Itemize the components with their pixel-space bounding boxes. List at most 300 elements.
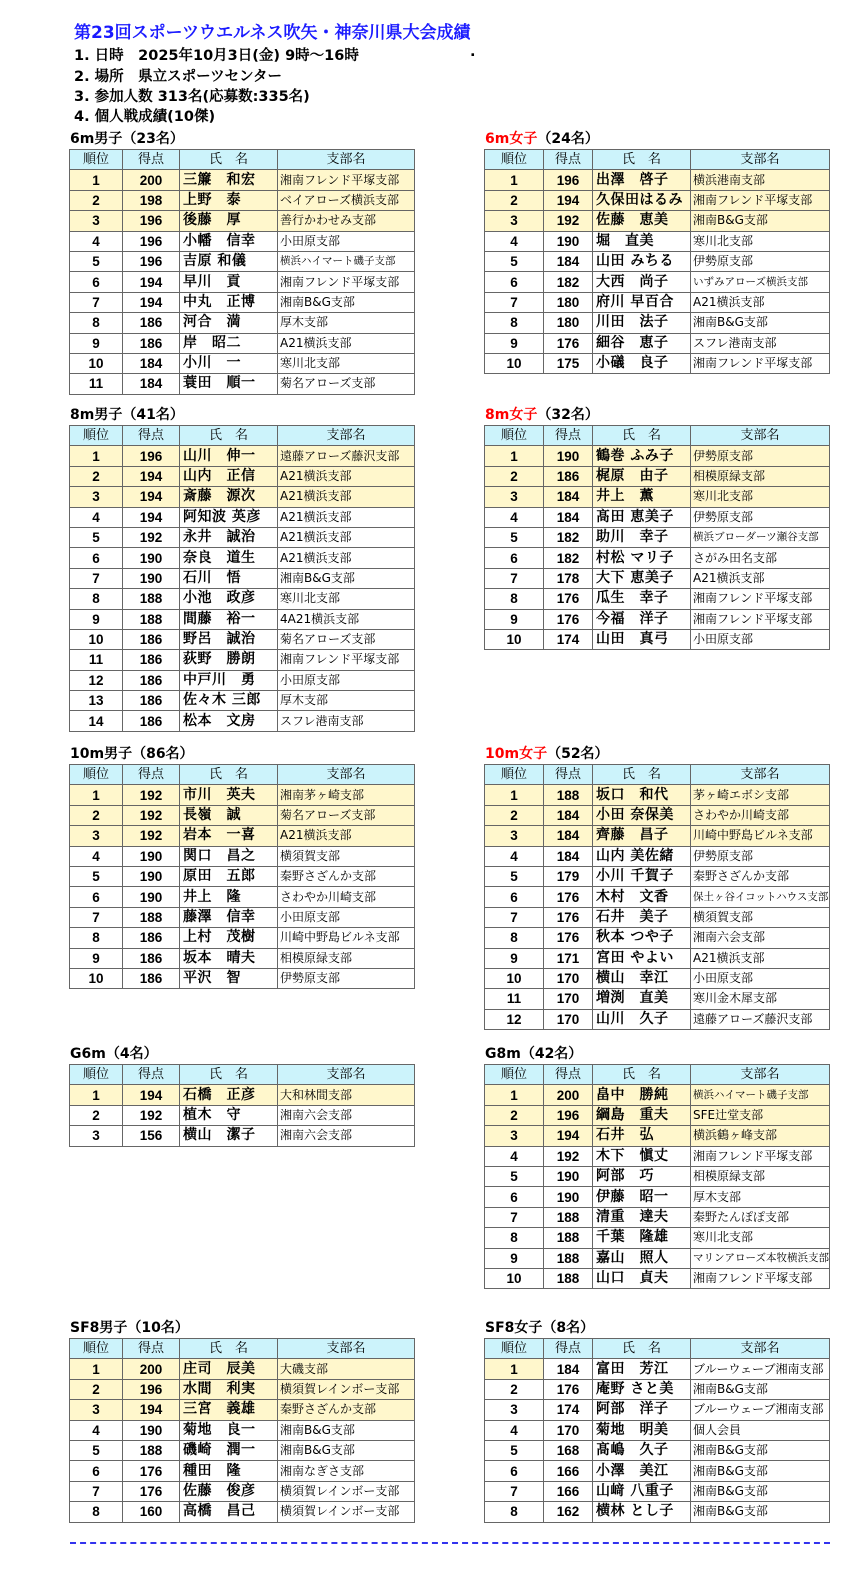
table-row xyxy=(70,527,415,547)
cell-name: 川田 法子 xyxy=(593,313,691,333)
cell-score: 156 xyxy=(123,1126,180,1146)
cell-name: 細谷 恵子 xyxy=(593,333,691,353)
column-header-name: 氏 名 xyxy=(593,1339,691,1359)
cell-branch: 伊勢原支部 xyxy=(691,251,830,271)
cell-rank: 12 xyxy=(70,670,123,690)
table-row xyxy=(70,1502,415,1522)
cell-name: 清重 達夫 xyxy=(593,1207,691,1227)
cell-score: 198 xyxy=(123,190,180,210)
section-title-category: SF8男子 xyxy=(70,1320,128,1336)
cell-name: 助川 幸子 xyxy=(593,527,691,547)
section-title-category: 6m男子 xyxy=(70,131,123,147)
column-header-name: 氏 名 xyxy=(180,1339,278,1359)
cell-name: 菊地 良一 xyxy=(180,1420,278,1440)
cell-rank: 2 xyxy=(485,1379,544,1399)
table-row xyxy=(70,1126,415,1146)
table-row xyxy=(70,333,415,353)
results-table xyxy=(69,1064,415,1147)
section-sf8-women xyxy=(484,1319,830,1523)
cell-score: 166 xyxy=(544,1461,593,1481)
section-title-count: （10名） xyxy=(127,1320,189,1336)
cell-rank: 6 xyxy=(485,272,544,292)
cell-branch: 4A21横浜支部 xyxy=(278,609,415,629)
cell-branch: 小田原支部 xyxy=(278,231,415,251)
cell-name: 中丸 正博 xyxy=(180,292,278,312)
column-header-score: 得点 xyxy=(123,150,180,170)
table-row xyxy=(70,353,415,373)
results-table xyxy=(69,1338,415,1523)
cell-rank: 5 xyxy=(70,527,123,547)
cell-name: 大下 恵美子 xyxy=(593,568,691,588)
column-header-branch: 支部名 xyxy=(691,1339,830,1359)
info-date-text: 1. 日時 2025年10月3日(金) 9時～16時 xyxy=(74,48,359,64)
cell-rank: 6 xyxy=(485,548,544,568)
table-row xyxy=(485,629,830,649)
cell-branch: 厚木支部 xyxy=(278,313,415,333)
table-row xyxy=(70,1359,415,1379)
table-header-row xyxy=(485,150,830,170)
section-title-category: G6m xyxy=(70,1046,106,1062)
table-row xyxy=(70,446,415,466)
cell-name: 横山 幸江 xyxy=(593,968,691,988)
results-table xyxy=(69,149,415,395)
table-row xyxy=(485,1207,830,1227)
cell-score: 196 xyxy=(123,231,180,251)
section-title xyxy=(69,745,415,764)
cell-rank: 1 xyxy=(70,1359,123,1379)
info-venue: 2. 場所 県立スポーツセンター xyxy=(74,69,282,85)
cell-name: 小田 奈保美 xyxy=(593,805,691,825)
cell-branch: A21横浜支部 xyxy=(278,826,415,846)
cell-branch: 湘南フレンド平塚支部 xyxy=(691,589,830,609)
cell-branch: 秦野たんぽぽ支部 xyxy=(691,1207,830,1227)
cell-rank: 5 xyxy=(485,1440,544,1460)
cell-name: 種田 隆 xyxy=(180,1461,278,1481)
table-row xyxy=(485,948,830,968)
cell-rank: 7 xyxy=(70,292,123,312)
cell-rank: 1 xyxy=(70,785,123,805)
table-row xyxy=(70,1400,415,1420)
table-row xyxy=(485,1085,830,1105)
cell-score: 192 xyxy=(544,1146,593,1166)
section-title xyxy=(484,130,830,149)
cell-score: 200 xyxy=(123,1359,180,1379)
table-row xyxy=(485,1187,830,1207)
cell-score: 184 xyxy=(544,1359,593,1379)
cell-rank: 4 xyxy=(70,1420,123,1440)
cell-name: 梶原 由子 xyxy=(593,466,691,486)
table-row xyxy=(485,548,830,568)
cell-name: 原田 五郎 xyxy=(180,866,278,886)
column-header-branch: 支部名 xyxy=(691,426,830,446)
table-row xyxy=(485,989,830,1009)
table-row xyxy=(485,1461,830,1481)
cell-rank: 10 xyxy=(485,353,544,373)
cell-name: 高橋 昌己 xyxy=(180,1502,278,1522)
cell-score: 200 xyxy=(544,1085,593,1105)
section-title-count: （23名） xyxy=(122,131,184,147)
table-row xyxy=(70,190,415,210)
table-row xyxy=(70,1461,415,1481)
cell-name: 植木 守 xyxy=(180,1105,278,1125)
cell-rank: 3 xyxy=(70,1126,123,1146)
info-participants: 3. 参加人数 313名(応募数:335名) xyxy=(74,89,310,105)
column-header-rank: 順位 xyxy=(70,150,123,170)
table-row xyxy=(485,487,830,507)
table-row xyxy=(485,1379,830,1399)
table-row xyxy=(485,251,830,271)
cell-branch: 湘南B&G支部 xyxy=(691,1461,830,1481)
section-title xyxy=(484,1319,830,1338)
cell-branch: 保土ヶ谷イコットハウス支部 xyxy=(691,887,830,907)
cell-rank: 7 xyxy=(70,568,123,588)
section-title xyxy=(69,406,415,425)
cell-branch: 遠藤アローズ藤沢支部 xyxy=(691,1009,830,1029)
table-header-row xyxy=(70,1065,415,1085)
cell-branch: 遠藤アローズ藤沢支部 xyxy=(278,446,415,466)
cell-rank: 8 xyxy=(70,589,123,609)
cell-name: 横山 潔子 xyxy=(180,1126,278,1146)
cell-rank: 4 xyxy=(485,1146,544,1166)
column-header-branch: 支部名 xyxy=(278,150,415,170)
cell-score: 182 xyxy=(544,548,593,568)
cell-branch: 秦野さざんか支部 xyxy=(278,866,415,886)
cell-branch: 湘南B&G支部 xyxy=(691,1502,830,1522)
cell-score: 166 xyxy=(544,1481,593,1501)
table-row xyxy=(70,507,415,527)
table-row xyxy=(70,231,415,251)
section-title xyxy=(484,1045,830,1064)
cell-name: 松本 文房 xyxy=(180,711,278,731)
section-8m-women xyxy=(484,406,830,650)
table-row xyxy=(485,846,830,866)
table-row xyxy=(70,313,415,333)
cell-name: 宮田 やよい xyxy=(593,948,691,968)
cell-branch: 秦野さざんか支部 xyxy=(691,866,830,886)
cell-score: 176 xyxy=(544,589,593,609)
table-row xyxy=(485,527,830,547)
cell-rank: 7 xyxy=(485,292,544,312)
section-8m-men xyxy=(69,406,415,732)
cell-branch: 茅ヶ崎エボシ支部 xyxy=(691,785,830,805)
cell-rank: 2 xyxy=(485,190,544,210)
cell-rank: 5 xyxy=(485,1166,544,1186)
cell-name: 平沢 智 xyxy=(180,968,278,988)
cell-branch: 菊名アローズ支部 xyxy=(278,805,415,825)
cell-rank: 4 xyxy=(485,846,544,866)
cell-branch: 湘南B&G支部 xyxy=(278,292,415,312)
column-header-branch: 支部名 xyxy=(278,1065,415,1085)
table-row xyxy=(70,711,415,731)
cell-score: 184 xyxy=(544,826,593,846)
cell-name: 阿部 洋子 xyxy=(593,1400,691,1420)
cell-name: 富田 芳江 xyxy=(593,1359,691,1379)
cell-branch: 寒川北支部 xyxy=(691,1228,830,1248)
cell-name: 横林 とし子 xyxy=(593,1502,691,1522)
column-header-rank: 順位 xyxy=(485,1065,544,1085)
cell-branch: 横浜ハイマート磯子支部 xyxy=(691,1085,830,1105)
cell-rank: 5 xyxy=(485,866,544,886)
cell-rank: 4 xyxy=(485,1420,544,1440)
cell-branch: 湘南B&G支部 xyxy=(691,211,830,231)
table-row xyxy=(485,1502,830,1522)
cell-name: 永井 誠治 xyxy=(180,527,278,547)
column-header-name: 氏 名 xyxy=(593,765,691,785)
cell-branch: いずみアローズ横浜支部 xyxy=(691,272,830,292)
cell-name: 山内 正信 xyxy=(180,466,278,486)
table-row xyxy=(485,785,830,805)
table-row xyxy=(70,866,415,886)
results-table xyxy=(484,149,830,374)
cell-rank: 6 xyxy=(485,1187,544,1207)
cell-branch: 小田原支部 xyxy=(691,968,830,988)
table-header-row xyxy=(70,765,415,785)
column-header-branch: 支部名 xyxy=(691,150,830,170)
cell-rank: 10 xyxy=(70,629,123,649)
cell-name: 藤澤 信幸 xyxy=(180,907,278,927)
cell-name: 三宮 義雄 xyxy=(180,1400,278,1420)
cell-name: 秋本 つや子 xyxy=(593,928,691,948)
cell-branch: 寒川北支部 xyxy=(278,353,415,373)
cell-branch: 大磯支部 xyxy=(278,1359,415,1379)
table-row xyxy=(70,272,415,292)
cell-name: 堀 直美 xyxy=(593,231,691,251)
cell-name: 上村 茂樹 xyxy=(180,928,278,948)
cell-score: 170 xyxy=(544,989,593,1009)
cell-branch: 小田原支部 xyxy=(691,629,830,649)
cell-name: 木村 文香 xyxy=(593,887,691,907)
cell-score: 184 xyxy=(123,374,180,394)
table-row xyxy=(485,211,830,231)
column-header-branch: 支部名 xyxy=(278,1339,415,1359)
cell-name: 佐藤 俊彦 xyxy=(180,1481,278,1501)
cell-score: 186 xyxy=(123,313,180,333)
cell-branch: A21横浜支部 xyxy=(278,466,415,486)
cell-name: 荻野 勝朗 xyxy=(180,650,278,670)
cell-score: 186 xyxy=(123,650,180,670)
cell-rank: 7 xyxy=(70,907,123,927)
cell-score: 176 xyxy=(123,1461,180,1481)
cell-name: 石井 弘 xyxy=(593,1126,691,1146)
column-header-score: 得点 xyxy=(123,1339,180,1359)
cell-rank: 3 xyxy=(485,1126,544,1146)
cell-branch: さがみ田名支部 xyxy=(691,548,830,568)
cell-rank: 7 xyxy=(485,1481,544,1501)
cell-score: 194 xyxy=(544,190,593,210)
cell-score: 176 xyxy=(544,333,593,353)
section-title xyxy=(69,1319,415,1338)
section-title-count: （86名） xyxy=(132,746,194,762)
cell-rank: 8 xyxy=(485,928,544,948)
table-row xyxy=(70,170,415,190)
cell-score: 190 xyxy=(123,866,180,886)
cell-branch: 湘南フレンド平塚支部 xyxy=(278,650,415,670)
cell-name: 木下 愼丈 xyxy=(593,1146,691,1166)
table-row xyxy=(485,190,830,210)
cell-rank: 9 xyxy=(70,609,123,629)
section-sf8-men xyxy=(69,1319,415,1523)
table-row xyxy=(485,1228,830,1248)
cell-name: 中戸川 勇 xyxy=(180,670,278,690)
cell-branch: 小田原支部 xyxy=(278,670,415,690)
column-header-rank: 順位 xyxy=(70,765,123,785)
cell-branch: 湘南フレンド平塚支部 xyxy=(691,1146,830,1166)
cell-branch: 横浜ハイマート磯子支部 xyxy=(278,251,415,271)
table-row xyxy=(485,292,830,312)
table-row xyxy=(485,1248,830,1268)
cell-name: 石橋 正彦 xyxy=(180,1085,278,1105)
cell-rank: 4 xyxy=(70,231,123,251)
cell-score: 182 xyxy=(544,272,593,292)
cell-score: 196 xyxy=(544,170,593,190)
cell-score: 170 xyxy=(544,968,593,988)
table-row xyxy=(70,1379,415,1399)
cell-branch: 寒川北支部 xyxy=(691,487,830,507)
cell-score: 196 xyxy=(123,251,180,271)
cell-score: 186 xyxy=(123,948,180,968)
table-row xyxy=(485,313,830,333)
cell-branch: 湘南フレンド平塚支部 xyxy=(278,272,415,292)
section-title-category: 10m男子 xyxy=(70,746,133,762)
table-row xyxy=(485,1009,830,1029)
table-row xyxy=(70,374,415,394)
cell-score: 176 xyxy=(123,1481,180,1501)
cell-score: 190 xyxy=(123,846,180,866)
table-header-row xyxy=(485,426,830,446)
cell-score: 171 xyxy=(544,948,593,968)
cell-score: 192 xyxy=(123,1105,180,1125)
cell-score: 175 xyxy=(544,353,593,373)
cell-score: 186 xyxy=(123,968,180,988)
cell-name: 今福 洋子 xyxy=(593,609,691,629)
cell-name: 水間 利実 xyxy=(180,1379,278,1399)
table-row xyxy=(485,609,830,629)
cell-rank: 8 xyxy=(70,313,123,333)
cell-name: 髙嶋 久子 xyxy=(593,1440,691,1460)
cell-rank: 4 xyxy=(485,231,544,251)
cell-rank: 2 xyxy=(70,805,123,825)
cell-score: 192 xyxy=(544,211,593,231)
cell-rank: 5 xyxy=(485,251,544,271)
trailing-dot: . xyxy=(470,44,476,60)
cell-branch: 横須賀レインボー支部 xyxy=(278,1502,415,1522)
cell-score: 190 xyxy=(544,231,593,251)
cell-branch: さわやか川崎支部 xyxy=(278,887,415,907)
section-title-category: SF8女子 xyxy=(485,1320,543,1336)
cell-rank: 1 xyxy=(70,1085,123,1105)
table-row xyxy=(485,907,830,927)
column-header-score: 得点 xyxy=(544,765,593,785)
cell-branch: スフレ港南支部 xyxy=(691,333,830,353)
cell-score: 190 xyxy=(123,568,180,588)
cell-score: 186 xyxy=(123,691,180,711)
cell-rank: 14 xyxy=(70,711,123,731)
cell-score: 184 xyxy=(123,353,180,373)
cell-score: 160 xyxy=(123,1502,180,1522)
cell-name: 山田 みちる xyxy=(593,251,691,271)
cell-branch: マリンアローズ本牧横浜支部 xyxy=(691,1248,830,1268)
cell-score: 190 xyxy=(123,887,180,907)
cell-name: 小澤 美江 xyxy=(593,1461,691,1481)
cell-name: 小礒 良子 xyxy=(593,353,691,373)
table-row xyxy=(485,1481,830,1501)
cell-score: 186 xyxy=(123,670,180,690)
table-row xyxy=(485,170,830,190)
cell-rank: 2 xyxy=(70,1105,123,1125)
results-table xyxy=(484,1338,830,1523)
cell-name: 石川 悟 xyxy=(180,568,278,588)
cell-rank: 10 xyxy=(70,353,123,373)
cell-rank: 13 xyxy=(70,691,123,711)
cell-rank: 4 xyxy=(70,846,123,866)
cell-branch: 大和林間支部 xyxy=(278,1085,415,1105)
cell-score: 188 xyxy=(123,907,180,927)
cell-rank: 2 xyxy=(70,466,123,486)
column-header-rank: 順位 xyxy=(70,1339,123,1359)
table-row xyxy=(485,1105,830,1125)
cell-score: 180 xyxy=(544,292,593,312)
section-title-category: 10m女子 xyxy=(485,746,548,762)
table-row xyxy=(70,609,415,629)
cell-branch: 湘南フレンド平塚支部 xyxy=(691,353,830,373)
cell-rank: 6 xyxy=(70,887,123,907)
table-row xyxy=(70,650,415,670)
cell-name: 間藤 裕一 xyxy=(180,609,278,629)
cell-rank: 12 xyxy=(485,1009,544,1029)
cell-name: 伊藤 昭一 xyxy=(593,1187,691,1207)
cell-rank: 4 xyxy=(70,507,123,527)
cell-score: 196 xyxy=(123,1379,180,1399)
column-header-score: 得点 xyxy=(544,150,593,170)
table-row xyxy=(485,968,830,988)
column-header-branch: 支部名 xyxy=(278,426,415,446)
cell-rank: 6 xyxy=(70,548,123,568)
column-header-rank: 順位 xyxy=(485,765,544,785)
table-row xyxy=(70,948,415,968)
table-row xyxy=(485,1126,830,1146)
cell-branch: 湘南B&G支部 xyxy=(278,1440,415,1460)
cell-score: 186 xyxy=(123,928,180,948)
column-header-name: 氏 名 xyxy=(180,765,278,785)
cell-branch: 秦野さざんか支部 xyxy=(278,1400,415,1420)
cell-score: 196 xyxy=(123,211,180,231)
cell-branch: 横須賀レインボー支部 xyxy=(278,1481,415,1501)
cell-rank: 3 xyxy=(70,487,123,507)
cell-branch: 湘南茅ヶ崎支部 xyxy=(278,785,415,805)
cell-branch: A21横浜支部 xyxy=(278,548,415,568)
cell-score: 168 xyxy=(544,1440,593,1460)
table-header-row xyxy=(485,1339,830,1359)
cell-name: 野呂 誠治 xyxy=(180,629,278,649)
cell-branch: 寒川金木犀支部 xyxy=(691,989,830,1009)
cell-score: 192 xyxy=(123,805,180,825)
section-title-count: （24名） xyxy=(537,131,599,147)
table-row xyxy=(70,691,415,711)
column-header-score: 得点 xyxy=(123,426,180,446)
cell-name: 畠中 勝純 xyxy=(593,1085,691,1105)
cell-branch: 横須賀支部 xyxy=(278,846,415,866)
section-title-category: 8m男子 xyxy=(70,407,123,423)
cell-score: 188 xyxy=(544,1268,593,1288)
cell-name: 上野 泰 xyxy=(180,190,278,210)
cell-score: 178 xyxy=(544,568,593,588)
table-row xyxy=(70,589,415,609)
section-10m-women xyxy=(484,745,830,1030)
cell-name: 市川 英夫 xyxy=(180,785,278,805)
cell-rank: 4 xyxy=(485,507,544,527)
column-header-name: 氏 名 xyxy=(180,1065,278,1085)
info-results-heading: 4. 個人戦成績(10傑) xyxy=(74,109,216,125)
